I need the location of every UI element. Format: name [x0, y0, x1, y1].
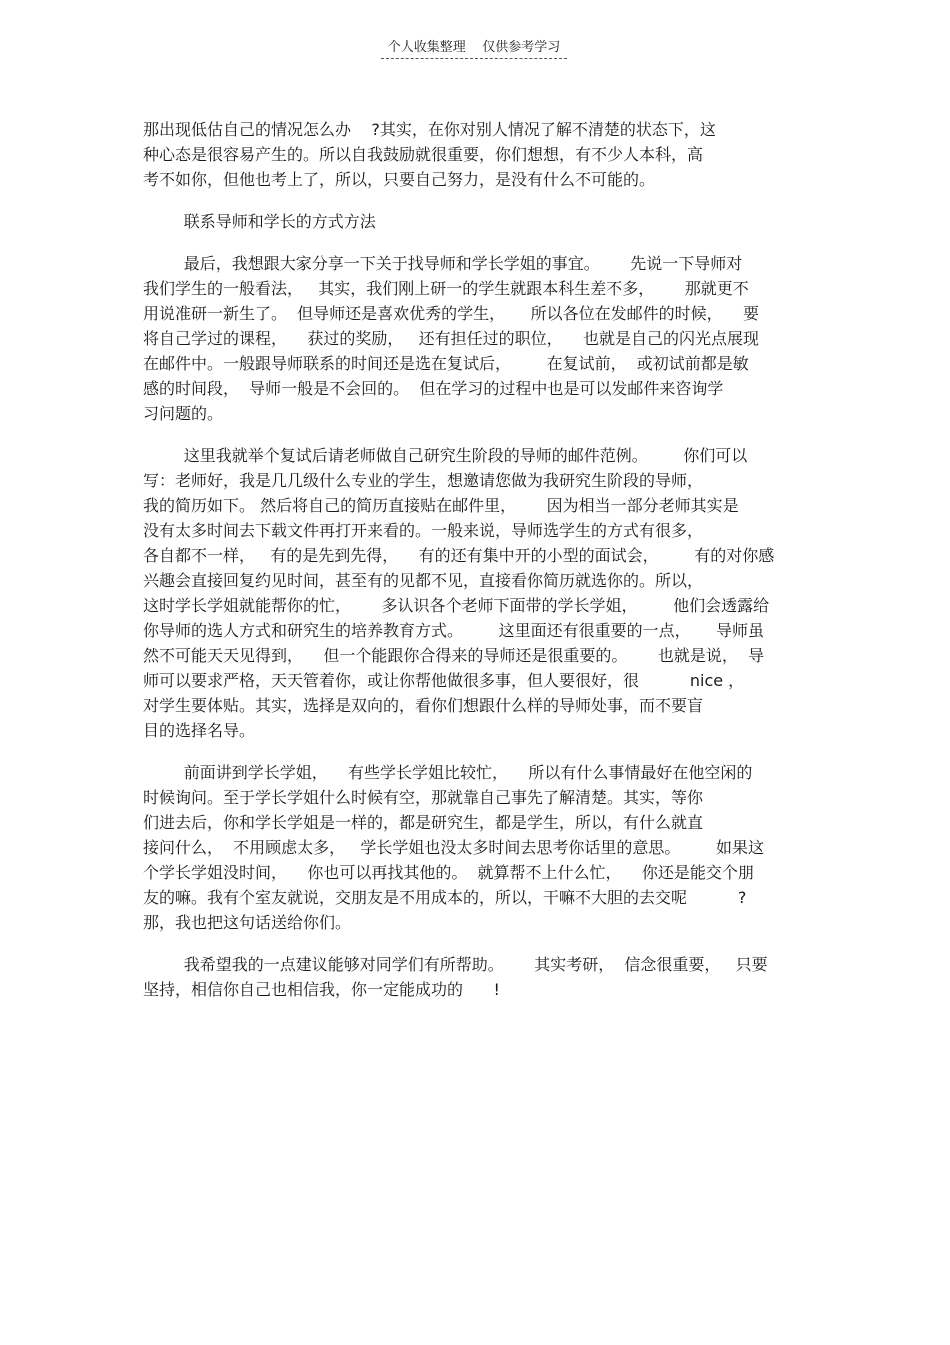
text-line: 在邮件中。一般跟导师联系的时间还是选在复试后， 在复试前， 或初试前都是敏	[143, 354, 749, 373]
paragraph	[143, 952, 811, 1002]
text-line: 坚持，相信你自己也相信我，你一定能成功的 !	[143, 980, 500, 999]
text-line: 你导师的选人方式和研究生的培养教育方式。 这里面还有很重要的一点， 导师虽	[143, 621, 765, 640]
paragraph	[143, 443, 811, 743]
text-line: 考不如你，但他也考上了，所以，只要自己努力，是没有什么不可能的。	[143, 170, 656, 189]
text-line: 种心态是很容易产生的。所以自我鼓励就很重要，你们想想，有不少人本科，高	[143, 145, 704, 164]
paragraph	[143, 760, 811, 935]
document-body	[143, 117, 811, 1002]
text-line: 时候询问。至于学长学姐什么时候有空，那就靠自己事先了解清楚。其实，等你	[143, 788, 704, 807]
text-line: 我希望我的一点建议能够对同学们有所帮助。 其实考研， 信念很重要， 只要	[143, 955, 768, 974]
text-line: 联系导师和学长的方式方法	[143, 212, 376, 231]
text-line: 兴趣会直接回复约见时间，甚至有的见都不见，直接看你简历就选你的。所以，	[143, 571, 704, 590]
text-line: 我们学生的一般看法， 其实，我们刚上研一的学生就跟本科生差不多， 那就更不	[143, 279, 749, 298]
text-line: 感的时间段， 导师一般是不会回的。 但在学习的过程中也是可以发邮件来咨询学	[143, 379, 724, 398]
text-line: 那出现低估自己的情况怎么办 ?其实，在你对别人情况了解不清楚的状态下，这	[143, 120, 716, 139]
text-line: 习问题的。	[143, 404, 224, 423]
text-line: 这里我就举个复试后请老师做自己研究生阶段的导师的邮件范例。 你们可以	[143, 446, 748, 465]
text-line: 我的简历如下。 然后将自己的简历直接贴在邮件里， 因为相当一部分老师其实是	[143, 496, 739, 515]
text-line: 接问什么， 不用顾虑太多， 学长学姐也没太多时间去思考你话里的意思。 如果这	[143, 838, 765, 857]
text-line: 目的选择名导。	[143, 721, 256, 740]
section-heading	[143, 209, 811, 234]
text-line: 对学生要体贴。其实，选择是双向的，看你们想跟什么样的导师处事，而不要盲	[143, 696, 704, 715]
paragraph	[143, 251, 811, 426]
text-line: 师可以要求严格，天天管着你，或让你帮他做很多事，但人要很好，很 nice ，	[143, 671, 745, 690]
text-line: 将自己学过的课程， 获过的奖励， 还有担任过的职位， 也就是自己的闪光点展现	[143, 329, 759, 348]
text-line: 个学长学姐没时间， 你也可以再找其他的。 就算帮不上什么忙， 你还是能交个朋	[143, 863, 754, 882]
text-line: 最后，我想跟大家分享一下关于找导师和学长学姐的事宜。 先说一下导师对	[143, 254, 743, 273]
text-line: 写：老师好，我是几几级什么专业的学生，想邀请您做为我研究生阶段的导师，	[143, 471, 704, 490]
text-line: 这时学长学姐就能帮你的忙， 多认识各个老师下面带的学长学姐， 他们会透露给	[143, 596, 770, 615]
text-line: 友的嘛。我有个室友就说，交朋友是不用成本的，所以，干嘛不大胆的去交呢 ?	[143, 888, 747, 907]
text-line: 各自都不一样， 有的是先到先得， 有的还有集中开的小型的面试会， 有的对你感	[143, 546, 775, 565]
text-line: 前面讲到学长学姐， 有些学长学姐比较忙， 所以有什么事情最好在他空闲的	[143, 763, 753, 782]
text-line: 没有太多时间去下载文件再打开来看的。一般来说，导师选学生的方式有很多，	[143, 521, 704, 540]
paragraph	[143, 117, 811, 192]
text-line: 那，我也把这句话送给你们。	[143, 913, 352, 932]
text-line: 们进去后，你和学长学姐是一样的，都是研究生，都是学生，所以，有什么就直	[143, 813, 704, 832]
text-line: 然不可能天天见得到， 但一个能跟你合得来的导师还是很重要的。 也就是说， 导	[143, 646, 765, 665]
text-line: 用说准研一新生了。 但导师还是喜欢优秀的学生， 所以各位在发邮件的时候， 要	[143, 304, 759, 323]
page-header: 个人收集整理 仅供参考学习	[381, 38, 567, 59]
